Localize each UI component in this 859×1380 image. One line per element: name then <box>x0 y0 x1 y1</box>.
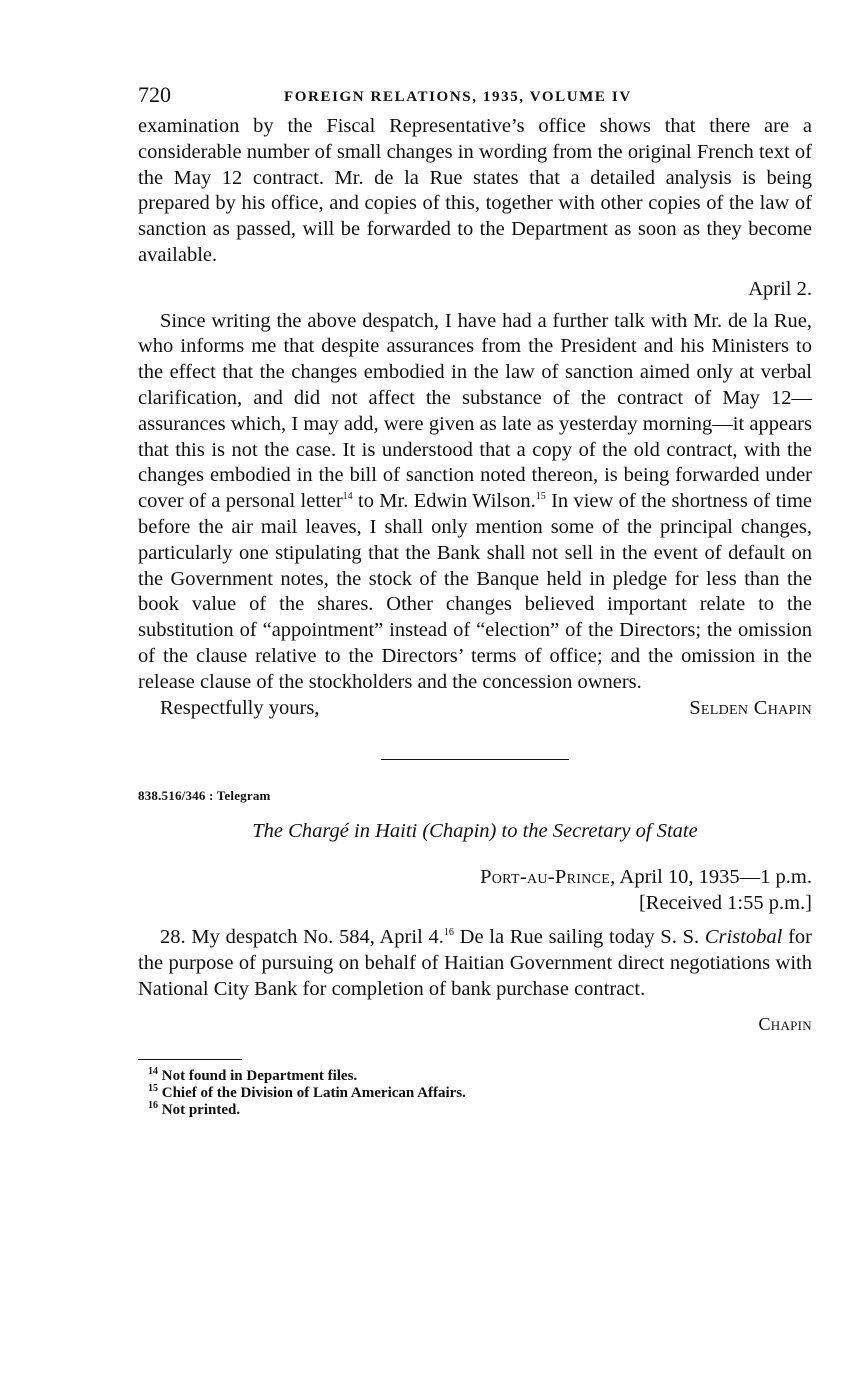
page-header <box>138 82 812 114</box>
page-number: 720 <box>138 82 171 107</box>
footnote-15 <box>148 1085 812 1102</box>
running-head: FOREIGN RELATIONS, 1935, VOLUME IV <box>284 89 632 105</box>
telegram-body-text-2: De la Rue sailing today S. S. <box>453 925 705 948</box>
document-page <box>138 82 812 1119</box>
footnote-text: Not printed. <box>161 1102 241 1119</box>
postscript-text-3: In view of the shortness of time before the air mail leaves, I shall only mention some of the principal changes, particularly one stipulating that the Bank shall not sell in the event of default on the Government notes, the stock of the Banque held in pledge for less than the book value of the shares. Other changes believed important relate to the substitution of “appointment” instead of “election” of the Directors; the omission of the clause relative to the Directors’ terms of office; and the omission in the release clause of the stockholders and the concession owners. <box>138 490 813 693</box>
footnote-16 <box>148 1102 812 1119</box>
footnote-text: Chief of the Division of Latin American Affairs. <box>161 1085 466 1102</box>
footnote-ref-15: 15 <box>535 491 546 503</box>
footnote-14 <box>148 1068 812 1085</box>
complimentary-close: Respectfully yours, <box>160 696 320 719</box>
section-divider <box>381 759 569 760</box>
telegram-body-text-3: for the purpose of pursuing on behalf of Haitian Government direct negotiations with National City Bank for completion of bank purchase contract. <box>138 925 812 1000</box>
postscript-date: April 2. <box>748 277 812 300</box>
telegram-body <box>138 925 812 1002</box>
document-title: The Chargé in Haiti (Chapin) to the Secretary of State <box>252 820 698 843</box>
footnote-number: 15 <box>148 1083 158 1095</box>
file-reference: 838.516/346 : Telegram <box>138 788 271 804</box>
footnote-ref-16: 16 <box>443 927 454 939</box>
footnote-divider <box>138 1059 242 1060</box>
footnote-number: 14 <box>148 1066 158 1078</box>
letter-paragraph-postscript <box>138 309 812 696</box>
footnote-number: 16 <box>148 1100 158 1112</box>
footnote-text: Not found in Department files. <box>161 1068 358 1085</box>
telegram-received: [Received 1:55 p.m.] <box>638 892 812 915</box>
ship-name: Cristobal <box>704 925 783 948</box>
telegram-place: Port-au-Prince, <box>480 866 616 889</box>
postscript-text-2: to Mr. Edwin Wilson. <box>352 490 536 513</box>
letter-paragraph-continued: examination by the Fiscal Representative’s office shows that there are a considerable number of small changes in wording from the original French text of the May 12 contract. Mr. de la Rue states that a detailed analysis is being prepared by his office, and copies of this, together with other copies of the law of sanction as passed, will be forwarded to the Department as soon as they become available. <box>138 115 812 266</box>
telegram-date: April 10, 1935—1 p.m. <box>615 866 812 889</box>
footnote-ref-14: 14 <box>342 491 353 503</box>
telegram-signature: Chapin <box>758 1014 812 1035</box>
telegram-dateline <box>138 865 812 891</box>
postscript-text-1: Since writing the above despatch, I have had a further talk with Mr. de la Rue, who informs me that despite assurances from the President and his Ministers to the effect that the changes embodied in the law of sanction aimed only at verbal clarification, and did not affect the substance of the contract of May 12—assurances which, I may add, were given as late as yesterday morning—it appears that this is not the case. It is understood that a copy of the old contract, with the changes embodied in the bill of sanction noted thereon, is being forwarded under cover of a personal letter <box>138 309 812 513</box>
telegram-body-text-1: 28. My despatch No. 584, April 4. <box>160 925 444 948</box>
letter-signature: Selden Chapin <box>689 696 812 719</box>
letter-closing <box>138 696 812 722</box>
